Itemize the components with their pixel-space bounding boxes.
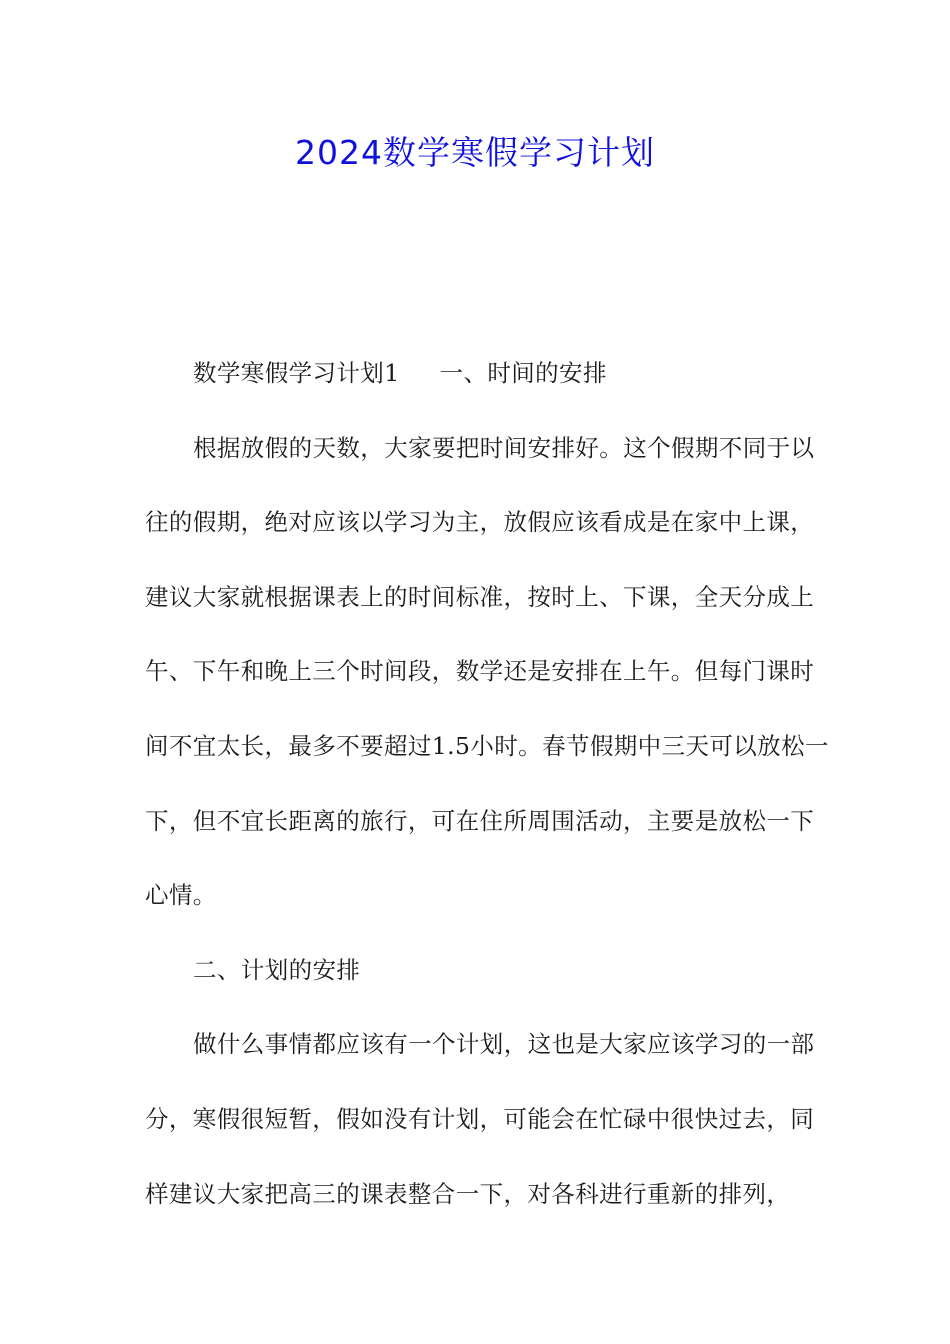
section1-heading: 数学寒假学习计划1 — [193, 359, 400, 387]
paragraph-1: 根据放假的天数，大家要把时间安排好。这个假期不同于以往的假期，绝对应该以学习为主，放假应该看成是在家中上课，建议大家就根据课表上的时间标准，按时上、下课，全天分成上午、下午和晚上三个时间段，数学还是安排在上午。但每门课时间不宜太长，最多不要超过1.5小时。春节假期中三天可以放松一下，但不宜长距离的旅行，可在住所周围活动，主要是放松一下心情。 — [145, 433, 829, 910]
document-title: 2024数学寒假学习计划 — [295, 133, 655, 172]
document-body — [145, 336, 835, 1231]
section1-heading-line — [145, 336, 835, 411]
paragraph-2: 做什么事情都应该有一个计划，这也是大家应该学习的一部分，寒假很短暂，假如没有计划，可能会在忙碌中很快过去，同样建议大家把高三的课表整合一下，对各科进行重新的排列， — [145, 1030, 815, 1208]
section2-heading: 二、计划的安排 — [193, 955, 361, 984]
section1-subheading: 一、时间的安排 — [439, 359, 607, 387]
